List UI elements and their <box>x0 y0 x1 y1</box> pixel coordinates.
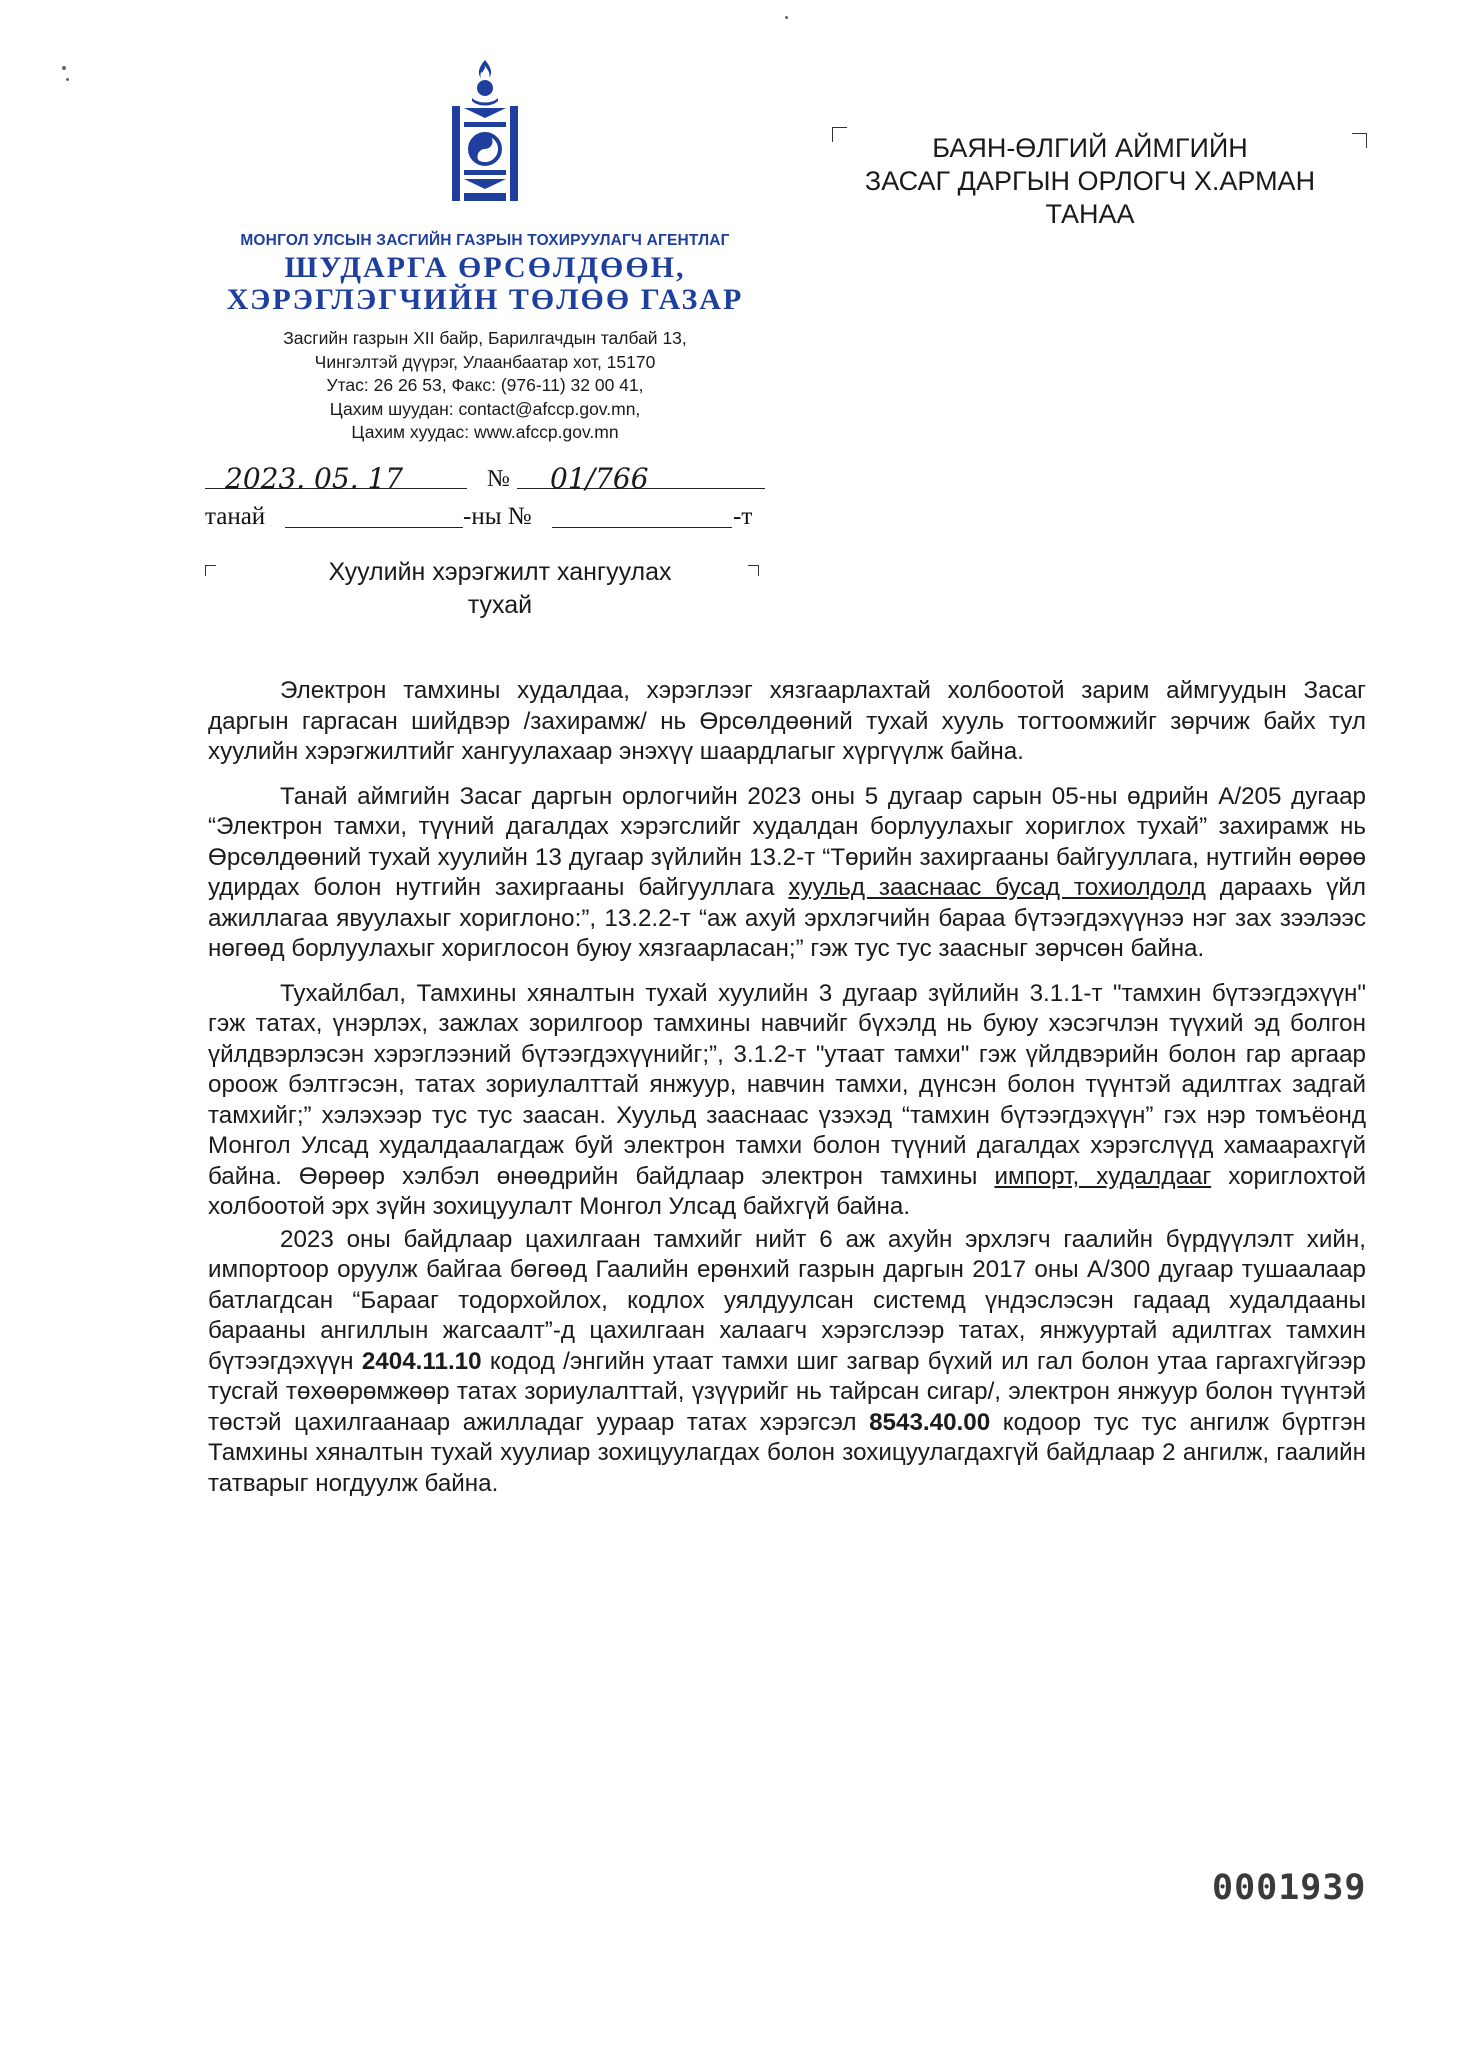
tariff-code: 2404.11.10 <box>361 1347 482 1375</box>
scan-speck <box>785 16 788 19</box>
registration-line <box>205 462 765 500</box>
address-line: Засгийн газрын XII байр, Барилгачдын талбай 13, <box>283 328 687 348</box>
underlined-text: хуульд зааснаас бусад тохиолдолд <box>788 874 1206 901</box>
letter-body <box>208 676 1366 1499</box>
paragraph-text: хориглохтой холбоотой эрх зүйн зохицуулалт Монгол Улсад байхгүй байна. <box>208 1162 1366 1220</box>
agency-name <box>200 252 770 316</box>
email-line: Цахим шуудан: contact@afccp.gov.mn, <box>329 398 641 419</box>
paragraph-text: кодоор тус тус ангилж бүртгэн Тамхины хяналтын тухай хуулиар зохицуулагдах болон зохицуулагдахгүй байдлаар 2 ангилж, гаалийн татварыг ногдуулж байна. <box>208 1408 1366 1497</box>
phone-line: Утас: 26 26 53, Факс: (976-11) 32 00 41, <box>326 375 644 395</box>
scan-speck <box>62 66 66 70</box>
subject-line1: Хуулийн хэрэгжилт хангуулах <box>328 558 672 586</box>
addressee-line2: ЗАСАГ ДАРГЫН ОРЛОГЧ Х.АРМАН <box>864 166 1316 196</box>
website-line: Цахим хуудас: www.afccp.gov.mn <box>351 422 619 442</box>
paragraph-text: 2023 оны байдлаар цахилгаан тамхийг нийт 6 аж ахуйн эрхлэгч гаалийн бүрдүүлэлт хийн, импортоор оруулж байгаа бөгөөд Гаалийн ерөнхий газрын даргын 2017 оны А/300 дугаар тушаалаар батлагдсан “Барааг тодорхойлох, кодлох уялдуулсан системд үндэслэсэн гадаад худалдааны барааны ангиллын жагсаалт”-д цахилгаан халаагч хэрэгслээр татах, янжууртай адилтгах тамхин бүтээгдэхүүн <box>208 1225 1366 1375</box>
underlined-text: импорт, худалдааг <box>994 1162 1212 1190</box>
paragraph-text: Тухайлбал, Тамхины хяналтын тухай хуулийн 3 дугаар зүйлийн 3.1.1-т "тамхин бүтээгдэхүүн" гэж татах, үнэрлэх, зажлах зорилгоор тамхины навчийг бүхэлд нь буюу хэсэгчлэн түүхий эд болгон үйлдвэрлэсэн хэрэглээний бүтээгдэхүүнийг;”, 3.1.2-т "утаат тамхи" гэж үйлдвэрийн болон гар аргаар ороож бэлтгэсэн, татах зориулалттай янжуур, навчин тамхи, дүнсэн болон түүнтэй адилтгах задгай тамхийг;” хэлэхээр тус тус заасан. Хуульд зааснаас үзэхэд “тамхин бүтээгдэхүүн” гэх нэр томъёонд Монгол Улсад худалдаалагдаж буй электрон тамхи болон түүний дагалдах хэрэгслүүд хамаарахгүй байна. Өөрөөр хэлбэл өнөөдрийн байдлаар электрон тамхины <box>208 979 1366 1190</box>
address-line: Чингэлтэй дүүрэг, Улаанбаатар хот, 15170 <box>314 351 656 372</box>
scan-speck <box>66 78 69 81</box>
reference-line <box>205 503 765 537</box>
body-paragraph <box>208 1225 1366 1500</box>
agency-name-line2: ХЭРЭГЛЭГЧИЙН ТӨЛӨӨ ГАЗАР <box>226 283 744 316</box>
ref-prefix: танай <box>205 503 266 530</box>
paragraph-text: кодод /энгийн утаат тамхи шиг загвар бүхий ил гал болон утаа гаргахгүйгээр тусгай төхөөрөмжөөр татах зориулалттай, үзүүрийг нь тайрсан сигар/, электрон янжуур болон түүнтэй төстэй цахилгаанаар ажилладаг уураар татах хэрэгсэл <box>208 1347 1366 1436</box>
number-label: № <box>487 466 510 492</box>
parent-agency: МОНГОЛ УЛСЫН ЗАСГИЙН ГАЗРЫН ТОХИРУУЛАГЧ АГЕНТЛАГ <box>240 232 730 249</box>
body-paragraph <box>208 782 1366 965</box>
paragraph-text: Танай аймгийн Засаг даргын орлогчийн 2023 оны 5 дугаар сарын 05-ны өдрийн А/205 дугаар “Электрон тамхи, түүний дагалдах хэрэгслийг худалдан борлуулахыг хориглох тухай” захирамж нь Өрсөлдөөний тухай хуулийн 13 дугаар зүйлийн 13.2-т “Төрийн захиргааны байгууллага, нутгийн өөрөө удирдах болон нутгийн захиргааны байгууллага <box>208 782 1366 901</box>
ref-suffix: -т <box>733 503 753 530</box>
agency-name-line1: ШУДАРГА ӨРСӨЛДӨӨН, <box>284 251 686 284</box>
addressee-line1: БАЯН-ӨЛГИЙ АЙМГИЙН <box>932 133 1248 163</box>
addressee-corner-mark <box>1352 133 1367 148</box>
addressee-line3: ТАНАА <box>1045 199 1135 229</box>
soyombo-emblem-icon <box>446 58 524 203</box>
ref-number-underline <box>552 527 732 528</box>
letter-subject <box>220 556 780 622</box>
ref-mid: -ны № <box>463 503 532 530</box>
paragraph-text: дараахь үйл ажиллагаа явуулахыг хориглоно:”, 13.2.2-т “аж ахуй эрхлэгчийн бараа бүтээгдэхүүнээ нэг зах зээлээс нөгөөд борлуулахыг хориглосон буюу хязгаарласан;” гэж тус тус заасныг зөрчсөн байна. <box>208 874 1366 962</box>
handwritten-date: 2023. 05. 17 <box>225 462 404 495</box>
addressee <box>840 132 1340 231</box>
ref-date-underline <box>285 527 463 528</box>
subject-line2: тухай <box>467 591 533 619</box>
document-serial-number: 0001939 <box>1212 1868 1367 1908</box>
subject-corner-mark <box>205 565 216 576</box>
body-paragraph <box>208 979 1366 1223</box>
agency-address <box>220 327 750 445</box>
handwritten-number: 01/766 <box>550 462 649 495</box>
body-paragraph: Электрон тамхины худалдаа, хэрэглээг хязгаарлахтай холбоотой зарим аймгуудын Засаг даргын гаргасан шийдвэр /захирамж/ нь Өрсөлдөөний тухай хууль тогтоомжийг зөрчиж байх тул хуулийн хэрэгжилтийг хангуулахаар энэхүү шаардлагыг хүргүүлж байна. <box>208 677 1366 765</box>
tariff-code: 8543.40.00 <box>869 1408 991 1436</box>
